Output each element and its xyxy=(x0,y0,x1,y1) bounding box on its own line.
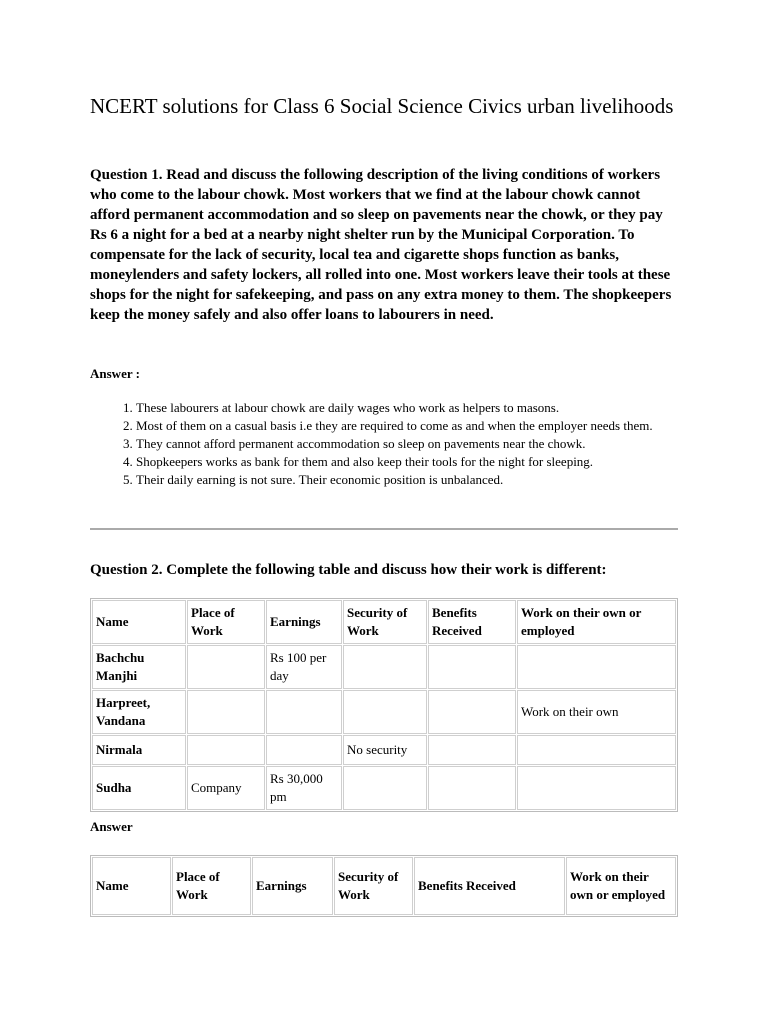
table-cell: Company xyxy=(187,766,265,810)
table-cell: Harpreet, Vandana xyxy=(92,690,186,734)
table-cell xyxy=(517,766,676,810)
answer-list xyxy=(90,399,678,489)
table-cell xyxy=(428,645,516,689)
workers-table xyxy=(90,598,678,812)
answer-item: 2. Most of them on a casual basis i.e they are required to come as and when the employer needs them. xyxy=(136,417,678,435)
answer-label: Answer : xyxy=(90,366,140,381)
table-cell: Rs 100 per day xyxy=(266,645,342,689)
table-cell xyxy=(187,690,265,734)
question-1: Question 1. Read and discuss the following description of the living conditions of workers who come to the labour chowk. Most workers that we find at the labour chowk cannot afford permanent accommodation and so sleep on pavements near the chowk, or they pay Rs 6 a night for a bed at a nearby night shelter run by the Municipal Corporation. To compensate for the lack of security, local tea and cigarette shops function as banks, moneylenders and safety lockers, all rolled into one. Most workers leave their tools at these shops for the night for safekeeping, and pass on any extra money to them. The shopkeepers keep the money safely and also offer loans to labourers in need. xyxy=(90,167,672,323)
answer-table xyxy=(90,855,678,917)
header-cell: Work on their own or employed xyxy=(566,857,676,915)
table-header-row xyxy=(92,600,676,644)
table-cell: Rs 30,000 pm xyxy=(266,766,342,810)
table-cell: Bachchu Manjhi xyxy=(92,645,186,689)
table-cell xyxy=(517,645,676,689)
header-cell: Name xyxy=(92,600,186,644)
answer-item: 5. Their daily earning is not sure. Their economic position is unbalanced. xyxy=(136,471,678,489)
table-cell xyxy=(266,735,342,765)
table-cell: Nirmala xyxy=(92,735,186,765)
page-title: NCERT solutions for Class 6 Social Science Civics urban livelihoods xyxy=(90,94,674,118)
header-cell: Security of Work xyxy=(334,857,413,915)
header-cell: Security of Work xyxy=(343,600,427,644)
answer-2-label: Answer xyxy=(90,819,133,834)
table-cell xyxy=(187,735,265,765)
table-cell xyxy=(428,766,516,810)
answer-item: 3. They cannot afford permanent accommodation so sleep on pavements near the chowk. xyxy=(136,435,678,453)
answer-item: 4. Shopkeepers works as bank for them and also keep their tools for the night for sleeping. xyxy=(136,453,678,471)
table-row xyxy=(92,766,676,810)
table-cell xyxy=(266,690,342,734)
table-cell xyxy=(187,645,265,689)
table-cell: Sudha xyxy=(92,766,186,810)
header-cell: Earnings xyxy=(266,600,342,644)
section-divider xyxy=(90,528,678,530)
header-cell: Benefits Received xyxy=(414,857,565,915)
header-cell: Benefits Received xyxy=(428,600,516,644)
table-row xyxy=(92,690,676,734)
header-cell: Place of Work xyxy=(172,857,251,915)
answer-item: 1. These labourers at labour chowk are daily wages who work as helpers to masons. xyxy=(136,399,678,417)
table-row xyxy=(92,645,676,689)
table-cell xyxy=(428,690,516,734)
table-cell xyxy=(343,690,427,734)
table-cell xyxy=(517,735,676,765)
table-cell: No security xyxy=(343,735,427,765)
header-cell: Earnings xyxy=(252,857,333,915)
table-header-row xyxy=(92,857,676,915)
header-cell: Name xyxy=(92,857,171,915)
table-cell: Work on their own xyxy=(517,690,676,734)
header-cell: Place of Work xyxy=(187,600,265,644)
table-cell xyxy=(343,766,427,810)
header-cell: Work on their own or employed xyxy=(517,600,676,644)
table-cell xyxy=(343,645,427,689)
table-cell xyxy=(428,735,516,765)
table-row xyxy=(92,735,676,765)
question-2: Question 2. Complete the following table and discuss how their work is different: xyxy=(90,562,607,578)
